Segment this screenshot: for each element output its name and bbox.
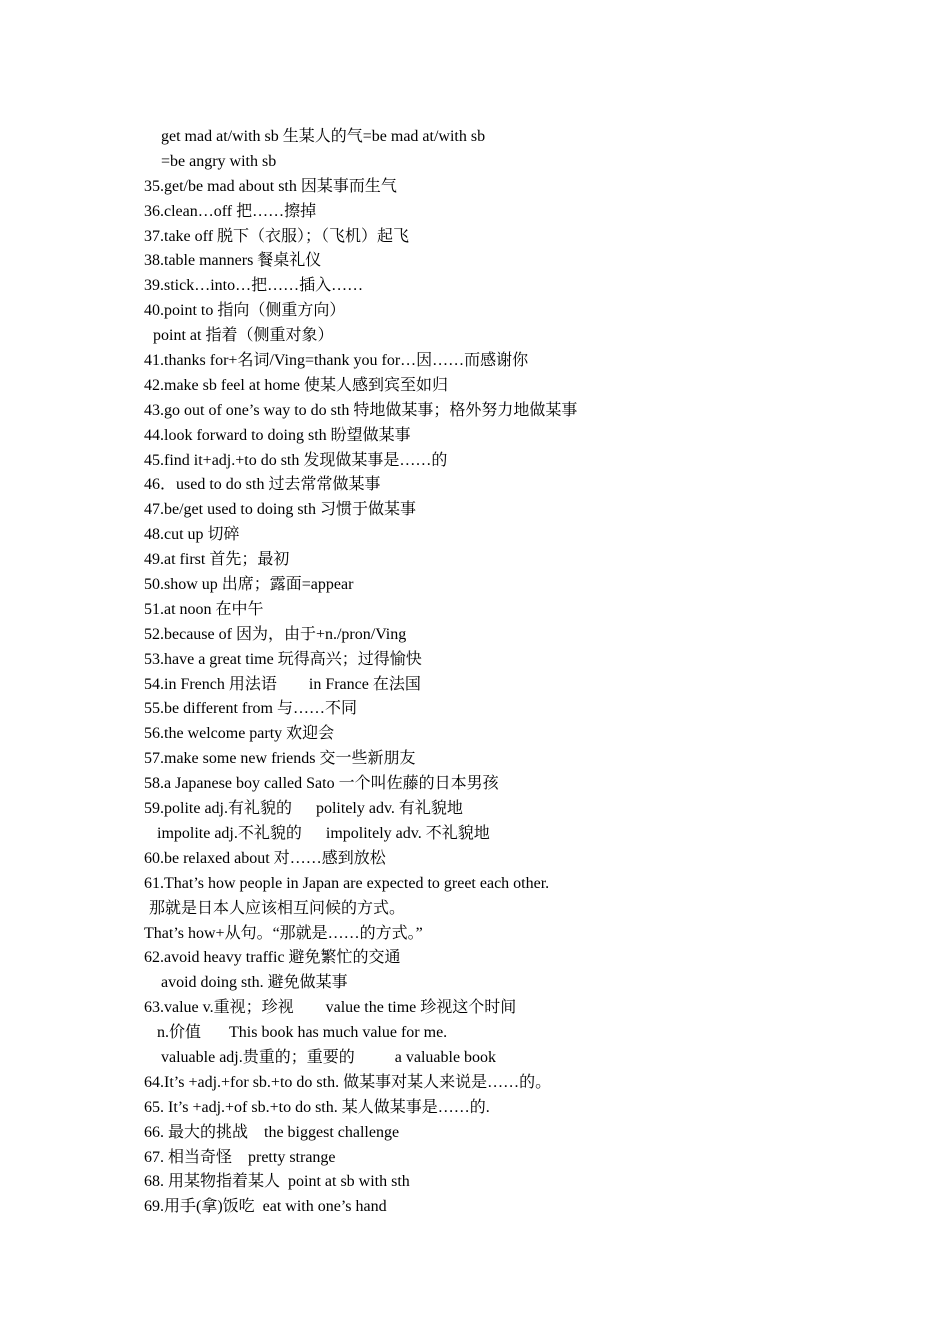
note-line: 39.stick…into…把……插入…… bbox=[144, 277, 364, 295]
note-line: 40.point to 指向（侧重方向） bbox=[144, 302, 346, 320]
note-line: 45.find it+adj.+to do sth 发现做某事是……的 bbox=[144, 451, 448, 469]
note-line: 42.make sb feel at home 使某人感到宾至如归 bbox=[144, 376, 448, 394]
note-line: point at 指着（侧重对象） bbox=[153, 327, 334, 345]
note-line: 61.That’s how people in Japan are expected to greet each other. bbox=[144, 874, 550, 892]
note-line: 64.It’s +adj.+for sb.+to do sth. 做某事对某人来说是……的。 bbox=[144, 1073, 552, 1091]
note-line: 68. 用某物指着某人 point at sb with sth bbox=[144, 1173, 410, 1191]
note-line: 58.a Japanese boy called Sato 一个叫佐藤的日本男孩 bbox=[144, 775, 499, 793]
note-line: 50.show up 出席；露面=appear bbox=[144, 576, 354, 594]
note-line: 44.look forward to doing sth 盼望做某事 bbox=[144, 426, 411, 444]
note-line: =be angry with sb bbox=[161, 152, 277, 170]
note-line: 35.get/be mad about sth 因某事而生气 bbox=[144, 177, 397, 195]
note-line: 那就是日本人应该相互问候的方式。 bbox=[149, 899, 406, 917]
note-line: 56.the welcome party 欢迎会 bbox=[144, 725, 335, 743]
note-line: get mad at/with sb 生某人的气=be mad at/with sb bbox=[161, 128, 486, 145]
note-line: 49.at first 首先；最初 bbox=[144, 551, 290, 569]
note-line: 54.in French 用法语 in France 在法国 bbox=[144, 675, 421, 693]
note-line: 62.avoid heavy traffic 避免繁忙的交通 bbox=[144, 949, 401, 967]
note-line: 53.have a great time 玩得高兴；过得愉快 bbox=[144, 650, 422, 668]
note-line: 67. 相当奇怪 pretty strange bbox=[144, 1148, 336, 1166]
note-line: That’s how+从句。“那就是……的方式。” bbox=[144, 924, 423, 942]
note-line: 52.because of 因为，由于+n./pron/Ving bbox=[144, 625, 407, 643]
note-line: 65. It’s +adj.+of sb.+to do sth. 某人做某事是……的. bbox=[144, 1098, 490, 1116]
note-line: impolite adj.不礼貌的 impolitely adv. 不礼貌地 bbox=[157, 824, 490, 842]
note-line: 55.be different from 与……不同 bbox=[144, 700, 357, 718]
note-line: 60.be relaxed about 对……感到放松 bbox=[144, 849, 386, 867]
note-line: 46．used to do sth 过去常常做某事 bbox=[144, 476, 381, 494]
note-line: avoid doing sth. 避免做某事 bbox=[161, 974, 348, 992]
vocabulary-notes bbox=[144, 125, 884, 1220]
note-line: 37.take off 脱下（衣服）；（飞机）起飞 bbox=[144, 227, 410, 245]
note-line: 63.value v.重视；珍视 value the time 珍视这个时间 bbox=[144, 999, 517, 1017]
note-line: 43.go out of one’s way to do sth 特地做某事；格外努力地做某事 bbox=[144, 401, 578, 419]
note-line: 59.polite adj.有礼貌的 politely adv. 有礼貌地 bbox=[144, 800, 463, 818]
note-line: n.价值 This book has much value for me. bbox=[157, 1024, 448, 1042]
note-line: 66. 最大的挑战 the biggest challenge bbox=[144, 1123, 400, 1141]
note-line: 41.thanks for+名词/Ving=thank you for…因……而感谢你 bbox=[144, 352, 529, 370]
note-line: 38.table manners 餐桌礼仪 bbox=[144, 252, 322, 270]
note-line: 48.cut up 切碎 bbox=[144, 526, 240, 544]
note-line: valuable adj.贵重的；重要的 a valuable book bbox=[161, 1048, 497, 1066]
note-line: 57.make some new friends 交一些新朋友 bbox=[144, 750, 416, 768]
note-line: 36.clean…off 把……擦掉 bbox=[144, 202, 317, 220]
note-line: 47.be/get used to doing sth 习惯于做某事 bbox=[144, 501, 416, 519]
note-line: 51.at noon 在中午 bbox=[144, 600, 264, 618]
note-line: 69.用手(拿)饭吃 eat with one’s hand bbox=[144, 1198, 387, 1216]
